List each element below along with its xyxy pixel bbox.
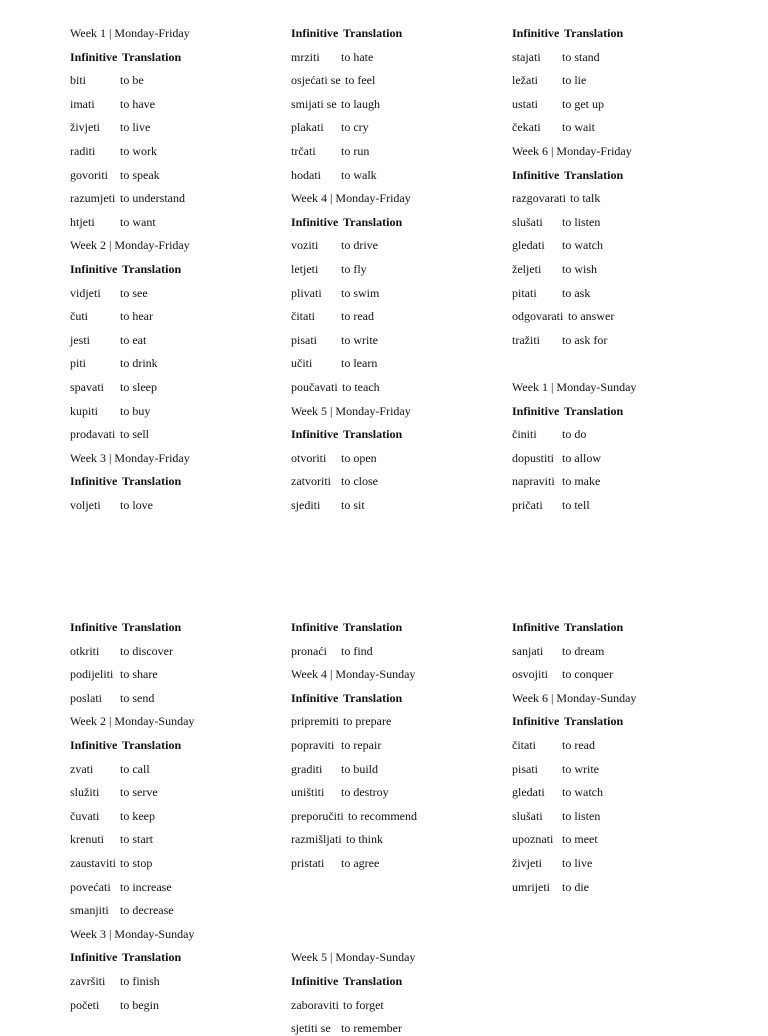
vocab-row xyxy=(512,237,603,253)
infinitive-cell: zaustaviti xyxy=(70,856,116,870)
vocab-row xyxy=(70,643,173,659)
translation-cell: to discover xyxy=(120,644,173,658)
table-header-row xyxy=(512,619,624,635)
translation-cell: to share xyxy=(120,667,158,681)
infinitive-header: Infinitive xyxy=(291,427,339,441)
translation-cell: to conquer xyxy=(562,667,613,681)
table-header-row xyxy=(70,49,182,65)
translation-cell: to drive xyxy=(341,238,378,252)
translation-cell: to live xyxy=(562,856,593,870)
infinitive-cell: sjetiti se xyxy=(291,1021,331,1035)
infinitive-cell: kupiti xyxy=(70,404,99,418)
infinitive-header: Infinitive xyxy=(512,714,560,728)
translation-cell: to finish xyxy=(120,974,160,988)
vocab-row xyxy=(512,855,593,871)
translation-cell: to lie xyxy=(562,73,587,87)
vocab-row xyxy=(291,285,380,301)
infinitive-cell: plivati xyxy=(291,286,322,300)
infinitive-cell: slušati xyxy=(512,215,543,229)
vocab-row xyxy=(291,450,377,466)
vocab-row xyxy=(512,784,603,800)
infinitive-cell: prodavati xyxy=(70,427,116,441)
translation-cell: to write xyxy=(562,762,599,776)
table-header-row xyxy=(70,473,182,489)
vocab-row xyxy=(512,879,589,895)
infinitive-cell: ustati xyxy=(512,97,538,111)
translation-header: Translation xyxy=(564,714,624,728)
vocab-row xyxy=(512,761,599,777)
translation-cell: to call xyxy=(120,762,150,776)
translation-cell: to watch xyxy=(562,238,603,252)
vocab-row xyxy=(291,855,380,871)
translation-cell: to close xyxy=(341,474,378,488)
translation-cell: to work xyxy=(120,144,157,158)
translation-cell: to open xyxy=(341,451,377,465)
vocab-row xyxy=(70,355,158,371)
vocab-row xyxy=(291,761,379,777)
translation-cell: to read xyxy=(341,309,374,323)
vocab-row xyxy=(291,379,380,395)
translation-cell: to want xyxy=(120,215,156,229)
translation-cell: to sell xyxy=(120,427,149,441)
translation-cell: to watch xyxy=(562,785,603,799)
table-header-row xyxy=(70,949,182,965)
vocab-row xyxy=(70,285,148,301)
infinitive-cell: odgovarati xyxy=(512,309,564,323)
vocab-row xyxy=(291,497,365,513)
infinitive-cell: služiti xyxy=(70,785,100,799)
translation-cell: to recommend xyxy=(348,809,417,823)
translation-cell: to destroy xyxy=(341,785,389,799)
translation-cell: to answer xyxy=(568,309,615,323)
vocab-row xyxy=(70,190,185,206)
infinitive-cell: preporučiti xyxy=(291,809,344,823)
table-header-row xyxy=(70,619,182,635)
translation-cell: to build xyxy=(341,762,379,776)
translation-cell: to talk xyxy=(570,191,601,205)
vocab-row xyxy=(512,190,601,206)
table-header-row xyxy=(512,25,624,41)
table-header-row xyxy=(512,713,624,729)
table-header-row xyxy=(291,619,403,635)
infinitive-header: Infinitive xyxy=(70,50,118,64)
translation-header: Translation xyxy=(122,50,182,64)
translation-cell: to serve xyxy=(120,785,158,799)
translation-cell: to drink xyxy=(120,356,158,370)
vocab-row xyxy=(291,261,367,277)
translation-cell: to eat xyxy=(120,333,147,347)
infinitive-cell: graditi xyxy=(291,762,323,776)
vocab-row xyxy=(70,855,153,871)
week-heading: Week 6 | Monday-Friday xyxy=(512,144,632,158)
infinitive-cell: govoriti xyxy=(70,168,108,182)
translation-header: Translation xyxy=(122,262,182,276)
vocab-row xyxy=(70,214,156,230)
week-heading: Week 6 | Monday-Sunday xyxy=(512,691,637,705)
vocab-row xyxy=(70,426,149,442)
table-header-row xyxy=(291,690,403,706)
vocab-row xyxy=(70,96,155,112)
translation-cell: to wish xyxy=(562,262,598,276)
translation-cell: to laugh xyxy=(341,97,380,111)
translation-cell: to find xyxy=(341,644,373,658)
infinitive-cell: pisati xyxy=(512,762,538,776)
infinitive-header: Infinitive xyxy=(70,620,118,634)
week-heading: Week 1 | Monday-Sunday xyxy=(512,380,637,394)
infinitive-cell: pripremiti xyxy=(291,714,339,728)
infinitive-cell: pronaći xyxy=(291,644,327,658)
translation-cell: to listen xyxy=(562,215,601,229)
vocab-row xyxy=(70,997,159,1013)
translation-header: Translation xyxy=(122,950,182,964)
infinitive-cell: hodati xyxy=(291,168,321,182)
vocab-row xyxy=(70,143,157,159)
vocab-row xyxy=(70,973,160,989)
infinitive-cell: umrijeti xyxy=(512,880,550,894)
infinitive-header: Infinitive xyxy=(291,215,339,229)
infinitive-cell: pisati xyxy=(291,333,317,347)
infinitive-cell: sjediti xyxy=(291,498,321,512)
vocab-row xyxy=(512,308,615,324)
infinitive-cell: osvojiti xyxy=(512,667,549,681)
vocab-row xyxy=(291,119,369,135)
translation-cell: to ask for xyxy=(562,333,608,347)
infinitive-cell: pričati xyxy=(512,498,543,512)
vocab-row xyxy=(291,143,370,159)
translation-cell: to begin xyxy=(120,998,159,1012)
infinitive-cell: raditi xyxy=(70,144,96,158)
vocab-row xyxy=(70,497,153,513)
translation-cell: to make xyxy=(562,474,601,488)
infinitive-cell: krenuti xyxy=(70,832,104,846)
week-heading: Week 5 | Monday-Friday xyxy=(291,404,411,418)
table-header-row xyxy=(70,737,182,753)
infinitive-cell: trčati xyxy=(291,144,316,158)
translation-cell: to tell xyxy=(562,498,590,512)
infinitive-cell: htjeti xyxy=(70,215,95,229)
infinitive-cell: poučavati xyxy=(291,380,338,394)
infinitive-cell: piti xyxy=(70,356,87,370)
infinitive-cell: razmišljati xyxy=(291,832,342,846)
infinitive-cell: spavati xyxy=(70,380,104,394)
infinitive-cell: popraviti xyxy=(291,738,335,752)
vocab-row xyxy=(291,355,378,371)
infinitive-header: Infinitive xyxy=(70,474,118,488)
translation-cell: to write xyxy=(341,333,378,347)
infinitive-cell: otvoriti xyxy=(291,451,327,465)
vocab-row xyxy=(512,214,601,230)
infinitive-cell: dopustiti xyxy=(512,451,555,465)
vocab-row xyxy=(291,96,380,112)
translation-cell: to sleep xyxy=(120,380,157,394)
translation-header: Translation xyxy=(343,26,403,40)
translation-cell: to prepare xyxy=(343,714,392,728)
table-header-row xyxy=(291,214,403,230)
vocab-row xyxy=(512,49,600,65)
translation-cell: to speak xyxy=(120,168,160,182)
translation-cell: to listen xyxy=(562,809,601,823)
vocab-row xyxy=(70,666,158,682)
infinitive-cell: čitati xyxy=(291,309,315,323)
infinitive-cell: voljeti xyxy=(70,498,101,512)
translation-cell: to die xyxy=(562,880,589,894)
vocab-row xyxy=(512,808,601,824)
translation-cell: to decrease xyxy=(120,903,174,917)
table-header-row xyxy=(291,973,403,989)
vocab-row xyxy=(512,72,587,88)
infinitive-cell: čekati xyxy=(512,120,541,134)
infinitive-header: Infinitive xyxy=(70,950,118,964)
translation-cell: to see xyxy=(120,286,148,300)
translation-cell: to run xyxy=(341,144,370,158)
translation-cell: to agree xyxy=(341,856,380,870)
infinitive-cell: imati xyxy=(70,97,95,111)
vocab-row xyxy=(291,49,374,65)
infinitive-cell: stajati xyxy=(512,50,541,64)
translation-cell: to read xyxy=(562,738,595,752)
translation-cell: to understand xyxy=(120,191,185,205)
infinitive-cell: činiti xyxy=(512,427,537,441)
translation-cell: to keep xyxy=(120,809,155,823)
translation-cell: to teach xyxy=(342,380,380,394)
translation-header: Translation xyxy=(122,474,182,488)
infinitive-cell: gledati xyxy=(512,785,545,799)
vocab-row xyxy=(70,902,174,918)
translation-cell: to cry xyxy=(341,120,369,134)
translation-cell: to increase xyxy=(120,880,172,894)
vocab-row xyxy=(512,473,601,489)
table-header-row xyxy=(70,261,182,277)
vocab-row xyxy=(70,879,172,895)
vocab-row xyxy=(70,167,160,183)
vocab-row xyxy=(70,784,158,800)
vocab-row xyxy=(291,72,376,88)
infinitive-cell: željeti xyxy=(512,262,542,276)
infinitive-cell: tražiti xyxy=(512,333,540,347)
table-header-row xyxy=(291,25,403,41)
infinitive-cell: pitati xyxy=(512,286,537,300)
infinitive-header: Infinitive xyxy=(70,262,118,276)
translation-cell: to have xyxy=(120,97,155,111)
vocab-row xyxy=(70,403,151,419)
translation-cell: to allow xyxy=(562,451,601,465)
vocab-row xyxy=(512,450,601,466)
infinitive-cell: čitati xyxy=(512,738,536,752)
infinitive-cell: učiti xyxy=(291,356,313,370)
vocab-row xyxy=(512,119,595,135)
infinitive-header: Infinitive xyxy=(291,26,339,40)
infinitive-cell: živjeti xyxy=(512,856,542,870)
translation-cell: to dream xyxy=(562,644,605,658)
translation-header: Translation xyxy=(343,620,403,634)
infinitive-cell: otkriti xyxy=(70,644,100,658)
translation-header: Translation xyxy=(343,427,403,441)
translation-header: Translation xyxy=(564,620,624,634)
translation-cell: to send xyxy=(120,691,155,705)
vocab-row xyxy=(70,332,147,348)
translation-cell: to live xyxy=(120,120,151,134)
vocab-row xyxy=(291,308,374,324)
vocab-row xyxy=(70,72,144,88)
vocab-row xyxy=(291,784,389,800)
infinitive-cell: slušati xyxy=(512,809,543,823)
vocab-row xyxy=(291,713,392,729)
vocab-row xyxy=(291,997,384,1013)
translation-cell: to do xyxy=(562,427,587,441)
vocab-row xyxy=(512,285,591,301)
vocab-row xyxy=(70,119,151,135)
infinitive-cell: podijeliti xyxy=(70,667,114,681)
vocab-row xyxy=(291,237,378,253)
infinitive-header: Infinitive xyxy=(70,738,118,752)
infinitive-cell: letjeti xyxy=(291,262,319,276)
week-heading: Week 5 | Monday-Sunday xyxy=(291,950,416,964)
infinitive-cell: osjećati se xyxy=(291,73,341,87)
translation-header: Translation xyxy=(122,738,182,752)
infinitive-header: Infinitive xyxy=(512,404,560,418)
infinitive-cell: smijati se xyxy=(291,97,337,111)
translation-cell: to get up xyxy=(562,97,604,111)
infinitive-cell: povećati xyxy=(70,880,111,894)
translation-cell: to stop xyxy=(120,856,153,870)
vocab-row xyxy=(512,96,604,112)
infinitive-cell: zvati xyxy=(70,762,94,776)
infinitive-cell: upoznati xyxy=(512,832,554,846)
infinitive-cell: biti xyxy=(70,73,87,87)
translation-cell: to sit xyxy=(341,498,365,512)
week-heading: Week 3 | Monday-Sunday xyxy=(70,927,195,941)
translation-cell: to repair xyxy=(341,738,382,752)
translation-cell: to fly xyxy=(341,262,367,276)
infinitive-cell: jesti xyxy=(70,333,90,347)
vocab-row xyxy=(291,737,382,753)
translation-cell: to start xyxy=(120,832,153,846)
table-header-row xyxy=(291,426,403,442)
translation-cell: to remember xyxy=(341,1021,402,1035)
infinitive-cell: sanjati xyxy=(512,644,544,658)
infinitive-cell: završiti xyxy=(70,974,106,988)
vocab-row xyxy=(291,808,417,824)
infinitive-cell: uništiti xyxy=(291,785,325,799)
infinitive-cell: razumjeti xyxy=(70,191,116,205)
translation-header: Translation xyxy=(564,168,624,182)
week-heading: Week 4 | Monday-Friday xyxy=(291,191,411,205)
infinitive-cell: voziti xyxy=(291,238,319,252)
infinitive-cell: plakati xyxy=(291,120,324,134)
translation-header: Translation xyxy=(122,620,182,634)
translation-cell: to be xyxy=(120,73,144,87)
infinitive-cell: čuti xyxy=(70,309,88,323)
infinitive-cell: ležati xyxy=(512,73,538,87)
vocab-row xyxy=(512,261,598,277)
infinitive-cell: napraviti xyxy=(512,474,555,488)
infinitive-header: Infinitive xyxy=(291,691,339,705)
infinitive-header: Infinitive xyxy=(291,620,339,634)
table-header-row xyxy=(512,403,624,419)
infinitive-cell: poslati xyxy=(70,691,102,705)
vocab-row xyxy=(70,379,157,395)
translation-cell: to hear xyxy=(120,309,153,323)
infinitive-cell: mrziti xyxy=(291,50,320,64)
week-heading: Week 2 | Monday-Sunday xyxy=(70,714,195,728)
infinitive-header: Infinitive xyxy=(512,26,560,40)
vocab-row xyxy=(512,426,587,442)
vocab-row xyxy=(512,332,608,348)
infinitive-header: Infinitive xyxy=(512,168,560,182)
vocab-row xyxy=(70,690,155,706)
vocab-row xyxy=(70,761,150,777)
translation-cell: to feel xyxy=(345,73,376,87)
translation-cell: to swim xyxy=(341,286,380,300)
translation-header: Translation xyxy=(564,404,624,418)
vocab-row xyxy=(291,332,378,348)
infinitive-cell: gledati xyxy=(512,238,545,252)
translation-cell: to walk xyxy=(341,168,377,182)
week-heading: Week 2 | Monday-Friday xyxy=(70,238,190,252)
translation-cell: to love xyxy=(120,498,153,512)
translation-cell: to forget xyxy=(343,998,384,1012)
translation-cell: to meet xyxy=(562,832,598,846)
vocab-row xyxy=(512,643,605,659)
vocab-row xyxy=(291,1020,402,1036)
translation-header: Translation xyxy=(564,26,624,40)
translation-cell: to think xyxy=(346,832,384,846)
vocab-row xyxy=(291,167,377,183)
vocab-row xyxy=(70,808,155,824)
translation-cell: to hate xyxy=(341,50,374,64)
vocab-row xyxy=(512,666,613,682)
infinitive-cell: smanjiti xyxy=(70,903,109,917)
vocab-row xyxy=(512,737,595,753)
vocab-row xyxy=(291,473,378,489)
infinitive-header: Infinitive xyxy=(291,974,339,988)
infinitive-cell: živjeti xyxy=(70,120,100,134)
translation-cell: to stand xyxy=(562,50,600,64)
week-heading: Week 1 | Monday-Friday xyxy=(70,26,190,40)
vocab-row xyxy=(70,308,153,324)
translation-header: Translation xyxy=(343,691,403,705)
vocab-row xyxy=(512,831,598,847)
infinitive-cell: vidjeti xyxy=(70,286,101,300)
infinitive-cell: zatvoriti xyxy=(291,474,331,488)
infinitive-cell: početi xyxy=(70,998,100,1012)
week-heading: Week 3 | Monday-Friday xyxy=(70,451,190,465)
translation-cell: to ask xyxy=(562,286,591,300)
vocab-row xyxy=(70,831,153,847)
infinitive-header: Infinitive xyxy=(512,620,560,634)
translation-header: Translation xyxy=(343,974,403,988)
infinitive-cell: čuvati xyxy=(70,809,100,823)
translation-cell: to learn xyxy=(341,356,378,370)
translation-cell: to wait xyxy=(562,120,595,134)
vocab-row xyxy=(291,831,384,847)
vocab-row xyxy=(512,497,590,513)
vocab-row xyxy=(291,643,373,659)
infinitive-cell: razgovarati xyxy=(512,191,566,205)
translation-cell: to buy xyxy=(120,404,151,418)
infinitive-cell: pristati xyxy=(291,856,325,870)
week-heading: Week 4 | Monday-Sunday xyxy=(291,667,416,681)
table-header-row xyxy=(512,167,624,183)
translation-header: Translation xyxy=(343,215,403,229)
infinitive-cell: zaboraviti xyxy=(291,998,339,1012)
